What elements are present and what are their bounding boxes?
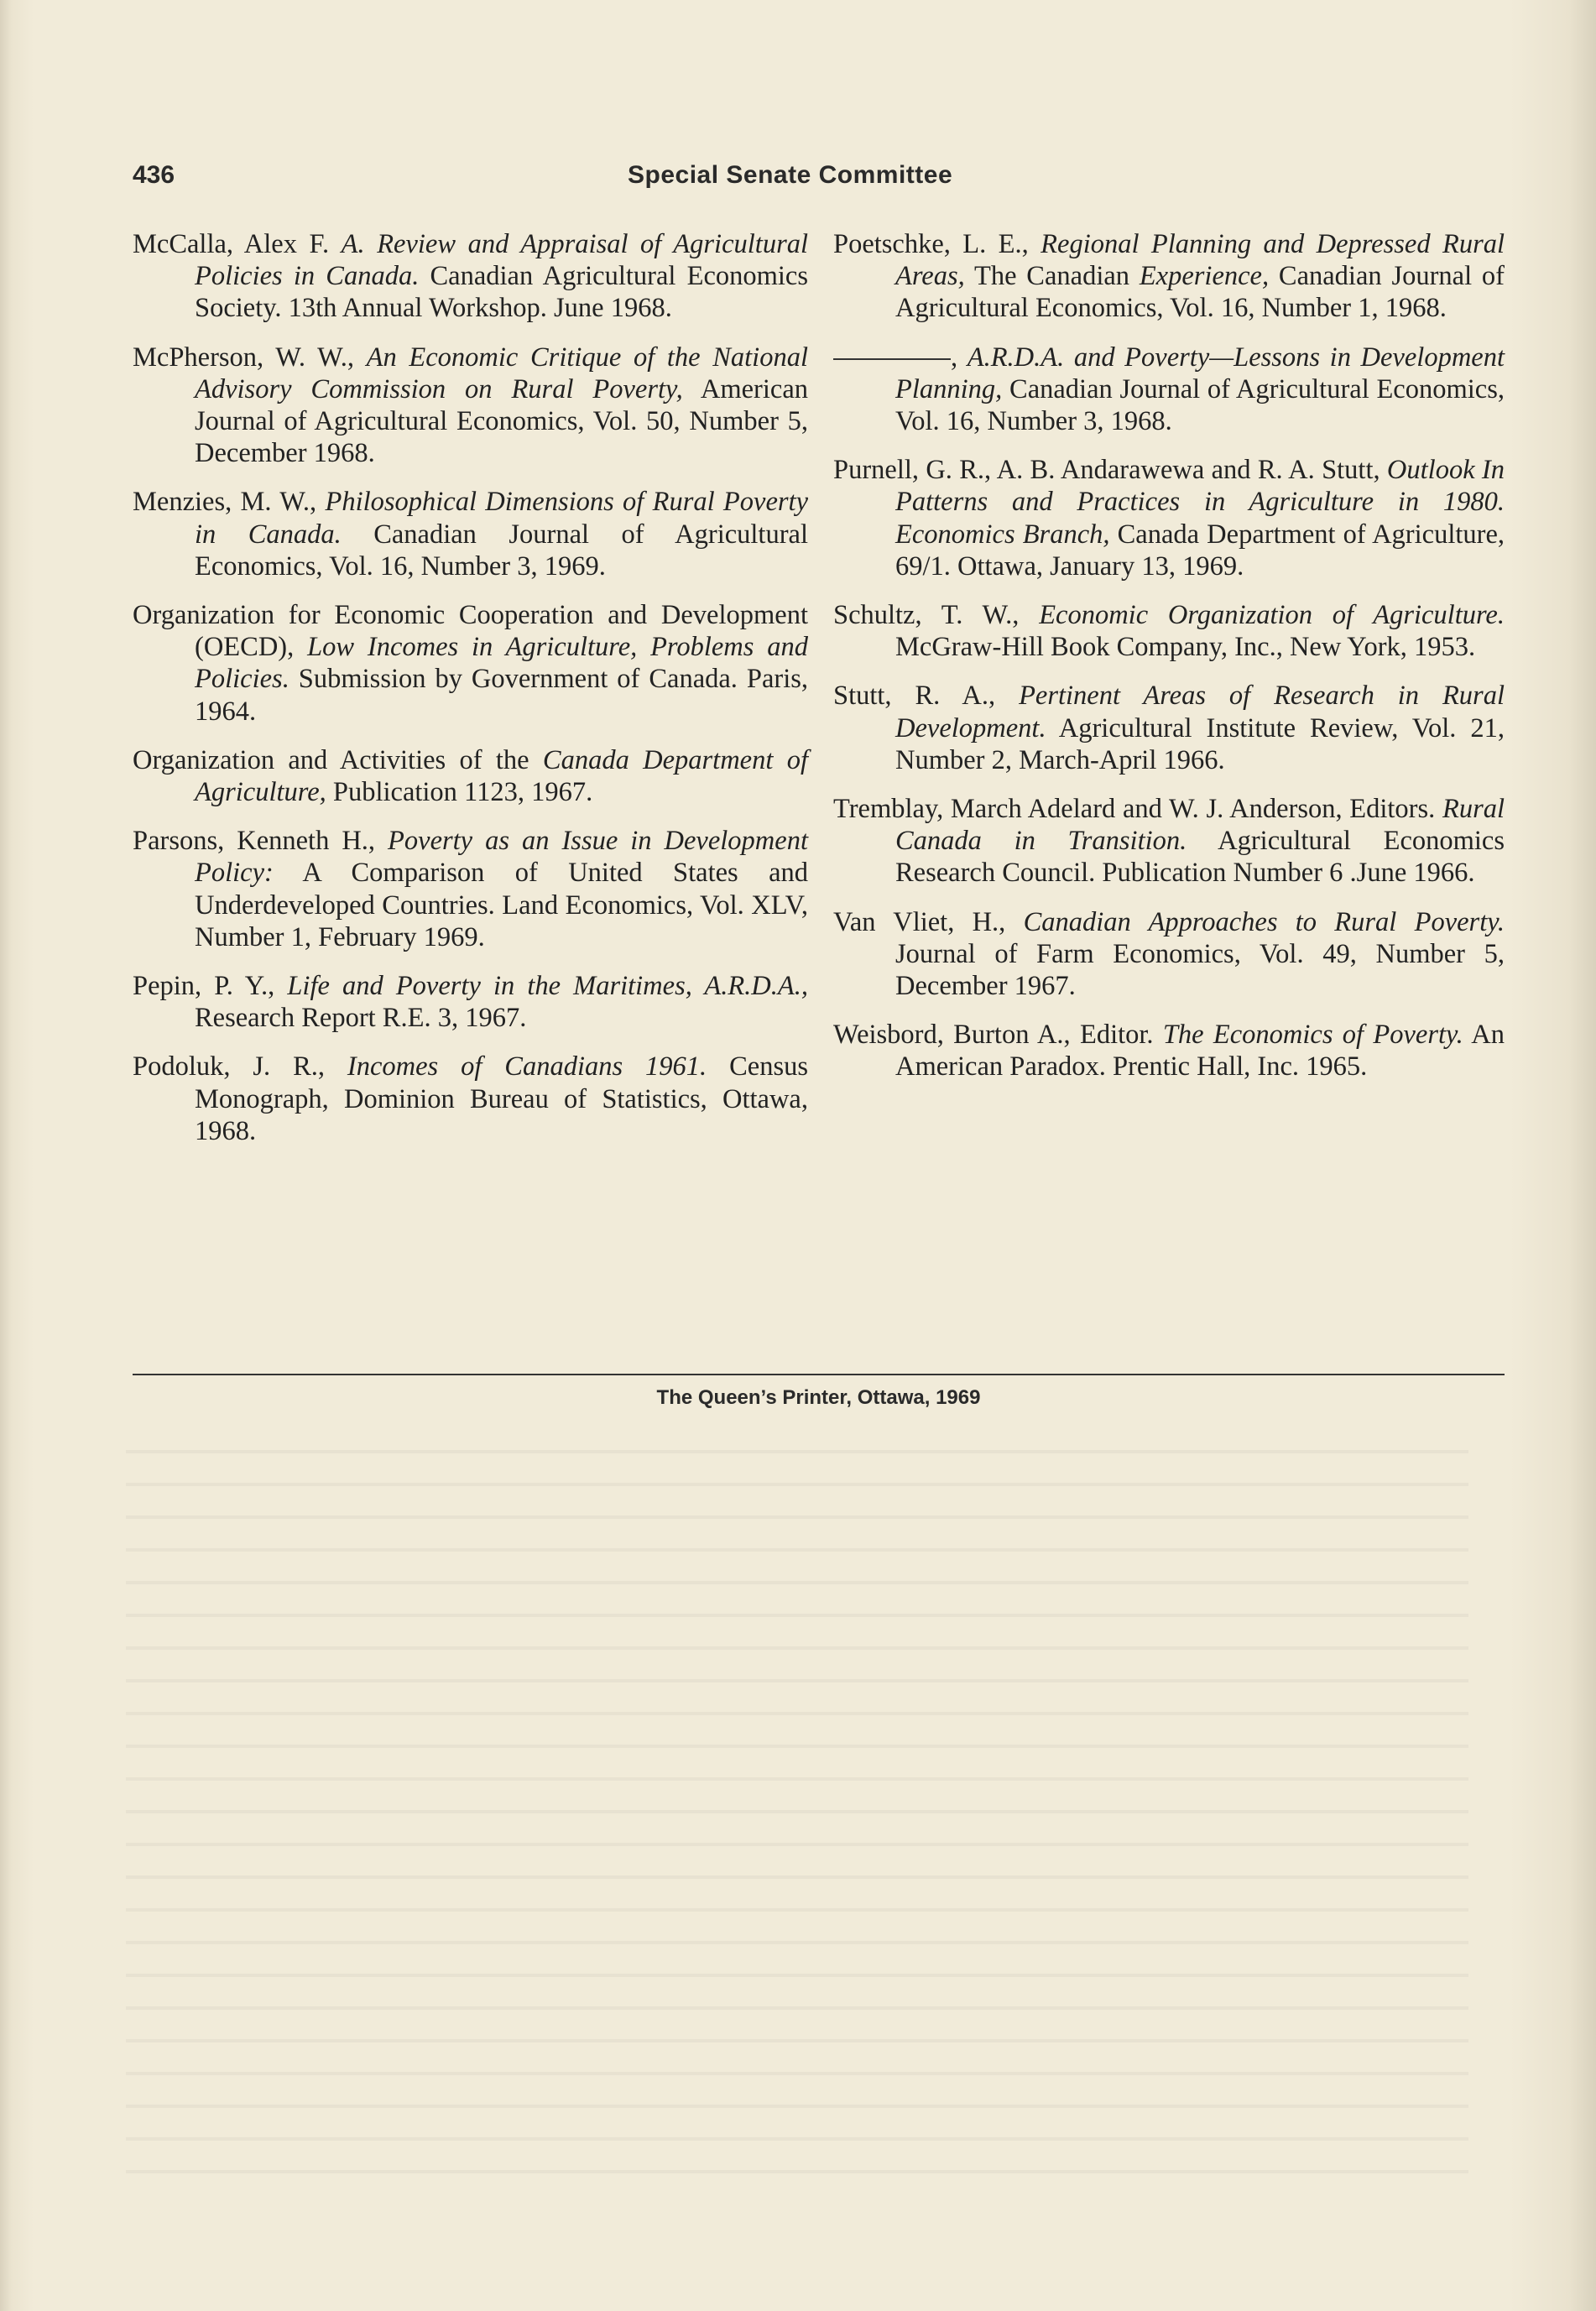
bibliography-right-column bbox=[833, 228, 1505, 1100]
entry-details: Publication 1123, 1967. bbox=[326, 777, 593, 808]
printer-imprint: The Queen’s Printer, Ottawa, 1969 bbox=[656, 1386, 981, 1409]
entry-author: , bbox=[951, 342, 968, 373]
bibliography-entry bbox=[133, 825, 808, 953]
bibliography-entry bbox=[133, 228, 808, 325]
bibliography-entry bbox=[133, 599, 808, 728]
entry-title: Economic Organization of Agriculture. bbox=[1039, 600, 1505, 631]
entry-title-continued: Experience, bbox=[1139, 261, 1270, 292]
bibliography-entry bbox=[833, 680, 1505, 776]
entry-author: McCalla, Alex F. bbox=[133, 229, 342, 259]
page-number: 436 bbox=[133, 161, 175, 189]
bleed-through-texture bbox=[126, 1427, 1468, 2182]
entry-title: Life and Poverty in the Maritimes, A.R.D.A., bbox=[287, 971, 809, 1002]
ditto-dash bbox=[833, 358, 951, 360]
bibliography-entry bbox=[133, 744, 808, 808]
bibliography-entry bbox=[133, 1051, 808, 1147]
bibliography-entry bbox=[833, 228, 1505, 325]
entry-author: Podoluk, J. R., bbox=[133, 1051, 347, 1082]
entry-title: Incomes of Canadians 1961. bbox=[347, 1051, 707, 1082]
entry-details: Agricultural Economics Research Council. Publication Number 6 .June 1966. bbox=[895, 826, 1505, 889]
entry-title: Low Incomes in Agriculture, Problems and Policies. bbox=[195, 632, 808, 695]
entry-title: Rural Canada in Transition. bbox=[895, 794, 1505, 857]
entry-author: Weisbord, Burton A., Editor. bbox=[833, 1020, 1163, 1051]
page-header bbox=[133, 161, 1509, 195]
entry-author: Organization for Economic Cooperation and Development (OECD), bbox=[133, 600, 808, 663]
entry-details: Census Monograph, Dominion Bureau of Statistics, Ottawa, 1968. bbox=[195, 1051, 808, 1146]
entry-details: Submission by Government of Canada. Paris, 1964. bbox=[195, 664, 808, 727]
entry-details: Canadian Journal of Agricultural Economics, Vol. 16, Number 3, 1969. bbox=[195, 519, 808, 582]
entry-title: A.R.D.A. and Poverty—Lessons in Development Planning, bbox=[895, 342, 1505, 404]
entry-title: Regional Planning and Depressed Rural Areas, bbox=[895, 229, 1505, 292]
entry-details: Canadian Journal of Agricultural Economics, Vol. 16, Number 3, 1968. bbox=[895, 373, 1505, 437]
bibliography-entry bbox=[833, 906, 1505, 1003]
entry-details: A Comparison of United States and Underdeveloped Countries. Land Economics, Vol. XLV, Number 1, February 1969. bbox=[195, 858, 808, 952]
entry-author: Parsons, Kenneth H., bbox=[133, 826, 389, 857]
entry-title: The Economics of Poverty. bbox=[1162, 1020, 1463, 1051]
bibliography-entry bbox=[833, 599, 1505, 663]
entry-title: Poverty as an Issue in Development Policy: bbox=[195, 826, 808, 889]
entry-details: Agricultural Institute Review, Vol. 21, Number 2, March-April 1966. bbox=[895, 712, 1505, 775]
entry-author: Van Vliet, H., bbox=[833, 906, 1024, 937]
entry-details: Canadian Agricultural Economics Society. 13th Annual Workshop. June 1968. bbox=[195, 261, 808, 324]
entry-author: Pepin, P. Y., bbox=[133, 971, 288, 1002]
footer-rule bbox=[133, 1374, 1505, 1375]
bibliography-entry bbox=[133, 342, 808, 470]
entry-author: Menzies, M. W., bbox=[133, 487, 326, 518]
entry-author: Schultz, T. W., bbox=[833, 600, 1040, 631]
entry-author: Stutt, R. A., bbox=[833, 681, 1020, 712]
entry-title: Canada Department of Agriculture, bbox=[195, 744, 808, 808]
entry-author: Tremblay, March Adelard and W. J. Anderson, Editors. bbox=[833, 794, 1442, 825]
entry-details: The Canadian bbox=[964, 261, 1140, 292]
entry-title: Philosophical Dimensions of Rural Poverty in Canada. bbox=[195, 487, 808, 550]
entry-details: An American Paradox. Prentic Hall, Inc. 1965. bbox=[895, 1020, 1505, 1082]
entry-author: McPherson, W. W., bbox=[133, 342, 367, 373]
entry-details: Research Report R.E. 3, 1967. bbox=[195, 1003, 527, 1034]
entry-title: A. Review and Appraisal of Agricultural Policies in Canada. bbox=[195, 229, 808, 292]
entry-author: Organization and Activities of the bbox=[133, 744, 543, 775]
entry-title: Pertinent Areas of Research in Rural Development. bbox=[895, 681, 1505, 743]
entry-details: American Journal of Agricultural Economics, Vol. 50, Number 5, December 1968. bbox=[195, 373, 808, 469]
bibliography-entry bbox=[833, 454, 1505, 582]
bibliography-entry bbox=[133, 970, 808, 1034]
running-title: Special Senate Committee bbox=[628, 161, 953, 189]
entry-author: Poetschke, L. E., bbox=[833, 229, 1041, 259]
bibliography-entry bbox=[133, 486, 808, 582]
entry-title: An Economic Critique of the National Advisory Commission on Rural Poverty, bbox=[195, 342, 808, 404]
entry-author: Purnell, G. R., A. B. Andarawewa and R. A. Stutt, bbox=[833, 455, 1387, 486]
entry-details-continued: Canadian Journal of Agricultural Economics, Vol. 16, Number 1, 1968. bbox=[895, 261, 1505, 324]
entry-details: Journal of Farm Economics, Vol. 49, Number 5, December 1967. bbox=[895, 938, 1505, 1002]
bibliography-entry bbox=[833, 342, 1505, 438]
bibliography-entry bbox=[833, 793, 1505, 889]
bibliography-entry bbox=[833, 1019, 1505, 1082]
bibliography-left-column bbox=[133, 228, 808, 1164]
entry-details: Canada Department of Agriculture, 69/1. Ottawa, January 13, 1969. bbox=[895, 519, 1505, 582]
entry-title: Canadian Approaches to Rural Poverty. bbox=[1023, 906, 1505, 937]
entry-title: Outlook In Patterns and Practices in Agriculture in 1980. Economics Branch, bbox=[895, 455, 1505, 550]
entry-details: McGraw-Hill Book Company, Inc., New York, 1953. bbox=[895, 632, 1476, 663]
